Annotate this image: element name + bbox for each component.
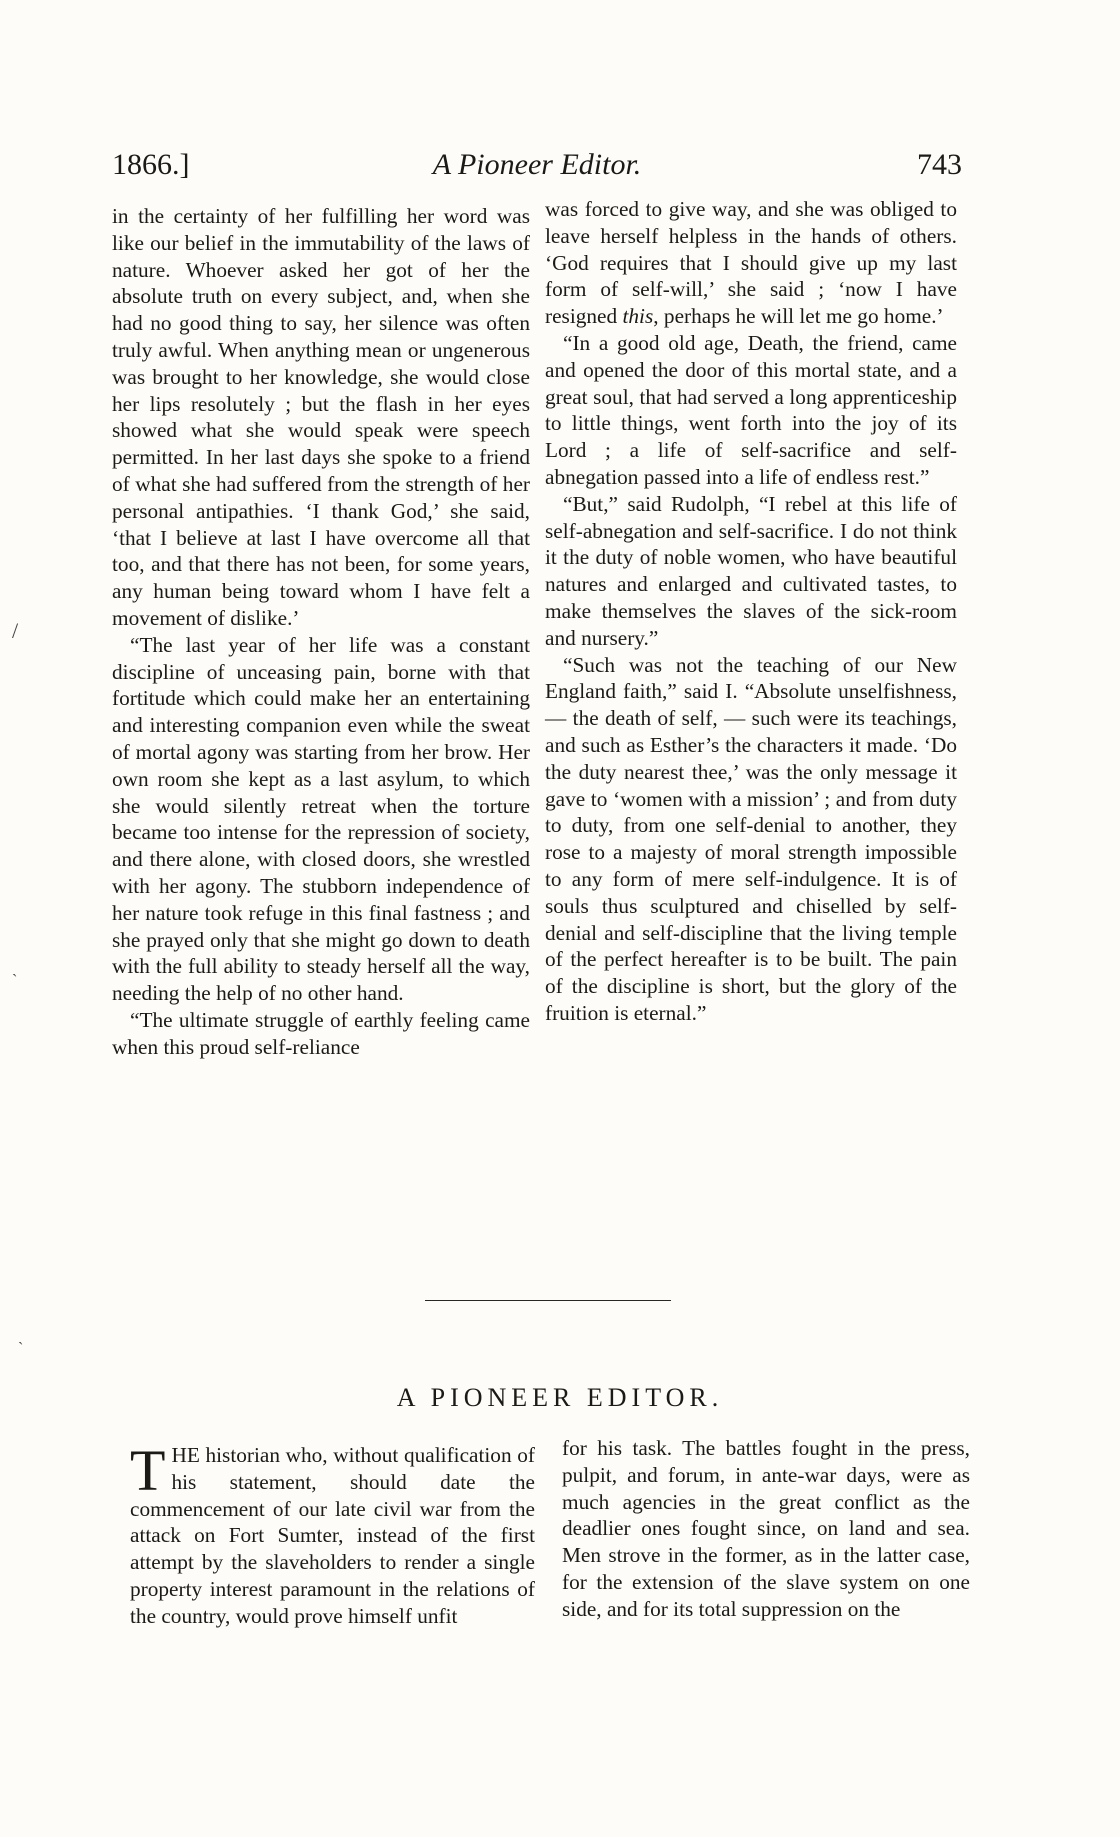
margin-mark: ` [18,1340,24,1357]
top-left-column [112,203,530,1061]
text-run: was forced to give way, and she was obliged to leave herself helpless in the hands of others. ‘God requires that I should give up my last form of self-will,’ she said ; ‘now I have resigned [545,197,957,329]
margin-mark: ` [12,972,18,989]
paragraph: “In a good old age, Death, the friend, came and opened the door of this mortal state, and a great soul, that had served a long apprenticeship to little things, went forth into the joy of its Lord ; a life of self-sacrifice and self-abnegation passed into a life of endless rest.” [545,330,957,489]
header-title: A Pioneer Editor. [432,148,642,181]
paragraph [545,196,957,330]
header-year: 1866.] [112,148,190,181]
running-head [112,148,962,188]
paragraph: “The ultimate struggle of earthly feeling came when this proud self-reliance [112,1007,530,1059]
article-title: A PIONEER EDITOR. [396,1383,724,1412]
drop-cap: T [130,1438,166,1503]
section-divider [425,1300,671,1301]
text-run: , perhaps he will let me go home.’ [653,304,944,329]
text-run: HE historian who, without qualification of his statement, should date the commencement of our late civil war from the attack on Fort Sumter, instead of the first attempt by the slaveholders to render a single property interest paramount in the relations of the country, would prove himself unfit [130,1443,535,1628]
paragraph: in the certainty of her fulfilling her word was like our belief in the immutability of the laws of nature. Whoever asked her got of her the absolute truth on every subject, and, when she had no good thing to say, her silence was often truly awful. When anything mean or ungenerous was brought to her knowledge, she would close her lips resolutely ; but the flash in her eyes showed what she would speak were speech permitted. In her last days she spoke to a friend of what she had suffered from the strength of her personal antipathies. ‘I thank God,’ she said, ‘that I believe at last I have overcome all that too, and that there has not been, for some years, any human being toward whom I have felt a movement of dislike.’ [112,204,530,630]
paragraph: “Such was not the teaching of our New England faith,” said I. “Absolute unselfishness, — the death of self, — such were its teachings, and such as Esther’s the characters it made. ‘Do the duty nearest thee,’ was the only message it gave to ‘women with a mission’ ; and from duty to duty, from one self-denial to another, they rose to a majesty of moral strength impossible to any form of mere self-indulgence. It is of souls thus sculptured and chiselled by self-denial and self-discipline that the living temple of the perfect hereafter is to be built. The pain of the discipline is short, but the glory of the fruition is eternal.” [545,652,957,1025]
italic-word: this [622,304,654,329]
top-right-column [545,196,957,1027]
article-left-column [130,1438,535,1630]
paragraph: “The last year of her life was a constant discipline of unceasing pain, borne with that fortitude which could make her an entertaining and interesting companion even while the sweat of mortal agony was starting from her brow. Her own room she kept as a last asylum, to which she would silently retreat when the torture became too intense for the repression of society, and there alone, with closed doors, she wrestled with her agony. The stubborn independence of her nature took refuge in this final fastness ; and she prayed only that she might go down to death with the full ability to steady herself all the way, needing the help of no other hand. [112,632,530,1006]
paragraph [130,1438,535,1630]
paragraph: for his task. The battles fought in the press, pulpit, and forum, in ante-war days, were as much agencies in the great conflict as the deadlier ones fought since, on land and sea. Men strove in the former, as in the latter case, for the extension of the slave system on one side, and for its total suppression on the [562,1436,970,1621]
page-number: 743 [917,148,962,181]
margin-mark: / [12,618,19,643]
article-right-column [562,1435,970,1623]
paragraph: “But,” said Rudolph, “I rebel at this life of self-abnegation and self-sacrifice. I do not think it the duty of noble women, who have beautiful natures and enlarged and cultivated tastes, to make themselves the slaves of the sick-room and nursery.” [545,491,957,650]
